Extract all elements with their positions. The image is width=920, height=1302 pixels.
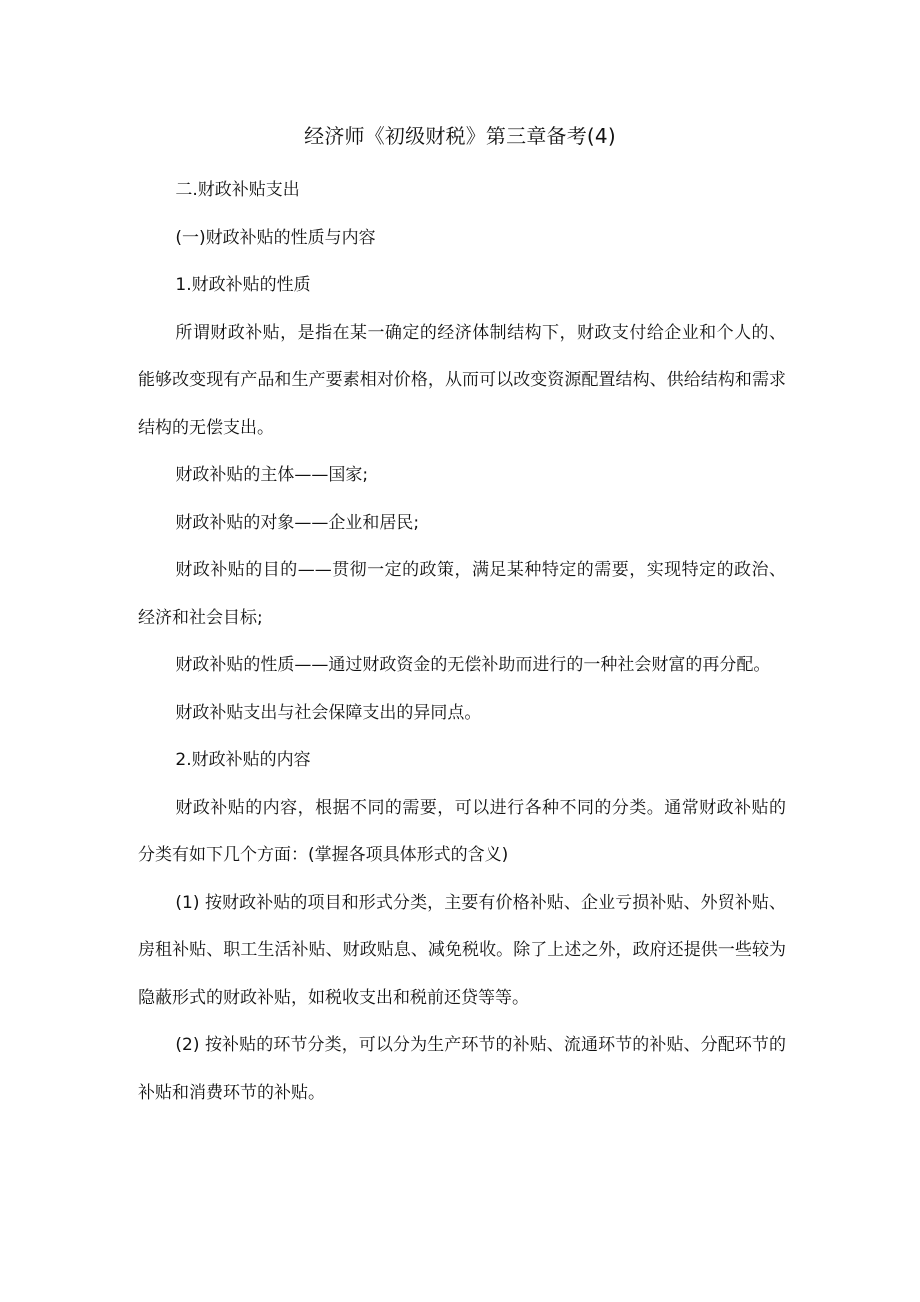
- body-paragraph: (2) 按补贴的环节分类，可以分为生产环节的补贴、流通环节的补贴、分配环节的补贴和消费环节的补贴。: [138, 1035, 786, 1103]
- document-body: [138, 167, 786, 1117]
- body-paragraph: 财政补贴的性质——通过财政资金的无偿补助而进行的一种社会财富的再分配。: [175, 655, 771, 675]
- subsection-heading: (一)财政补贴的性质与内容: [175, 227, 376, 248]
- body-paragraph: 财政补贴的内容，根据不同的需要，可以进行各种不同的分类。通常财政补贴的分类有如下几个方面：(掌握各项具体形式的含义): [138, 797, 786, 865]
- body-paragraph: (1) 按财政补贴的项目和形式分类，主要有价格补贴、企业亏损补贴、外贸补贴、房租补贴、职工生活补贴、财政贴息、减免税收。除了上述之外，政府还提供一些较为隐蔽形式的财政补贴，如税收支出和税前还贷等等。: [138, 892, 786, 1008]
- body-paragraph: 财政补贴的对象——企业和居民;: [175, 512, 420, 533]
- item-heading: 1.财政补贴的性质: [175, 275, 311, 295]
- section-heading: 二.财政补贴支出: [175, 180, 300, 200]
- body-paragraph: 财政补贴的主体——国家;: [175, 465, 369, 485]
- body-paragraph: 所谓财政补贴，是指在某一确定的经济体制结构下，财政支付给企业和个人的、能够改变现有产品和生产要素相对价格，从而可以改变资源配置结构、供给结构和需求结构的无偿支出。: [138, 322, 786, 438]
- item-heading: 2.财政补贴的内容: [175, 750, 311, 770]
- body-paragraph: 财政补贴支出与社会保障支出的异同点。: [175, 702, 482, 723]
- body-paragraph: 财政补贴的目的——贯彻一定的政策，满足某种特定的需要，实现特定的政治、经济和社会目标;: [138, 560, 786, 628]
- document-title: 经济师《初级财税》第三章备考(4): [304, 124, 616, 148]
